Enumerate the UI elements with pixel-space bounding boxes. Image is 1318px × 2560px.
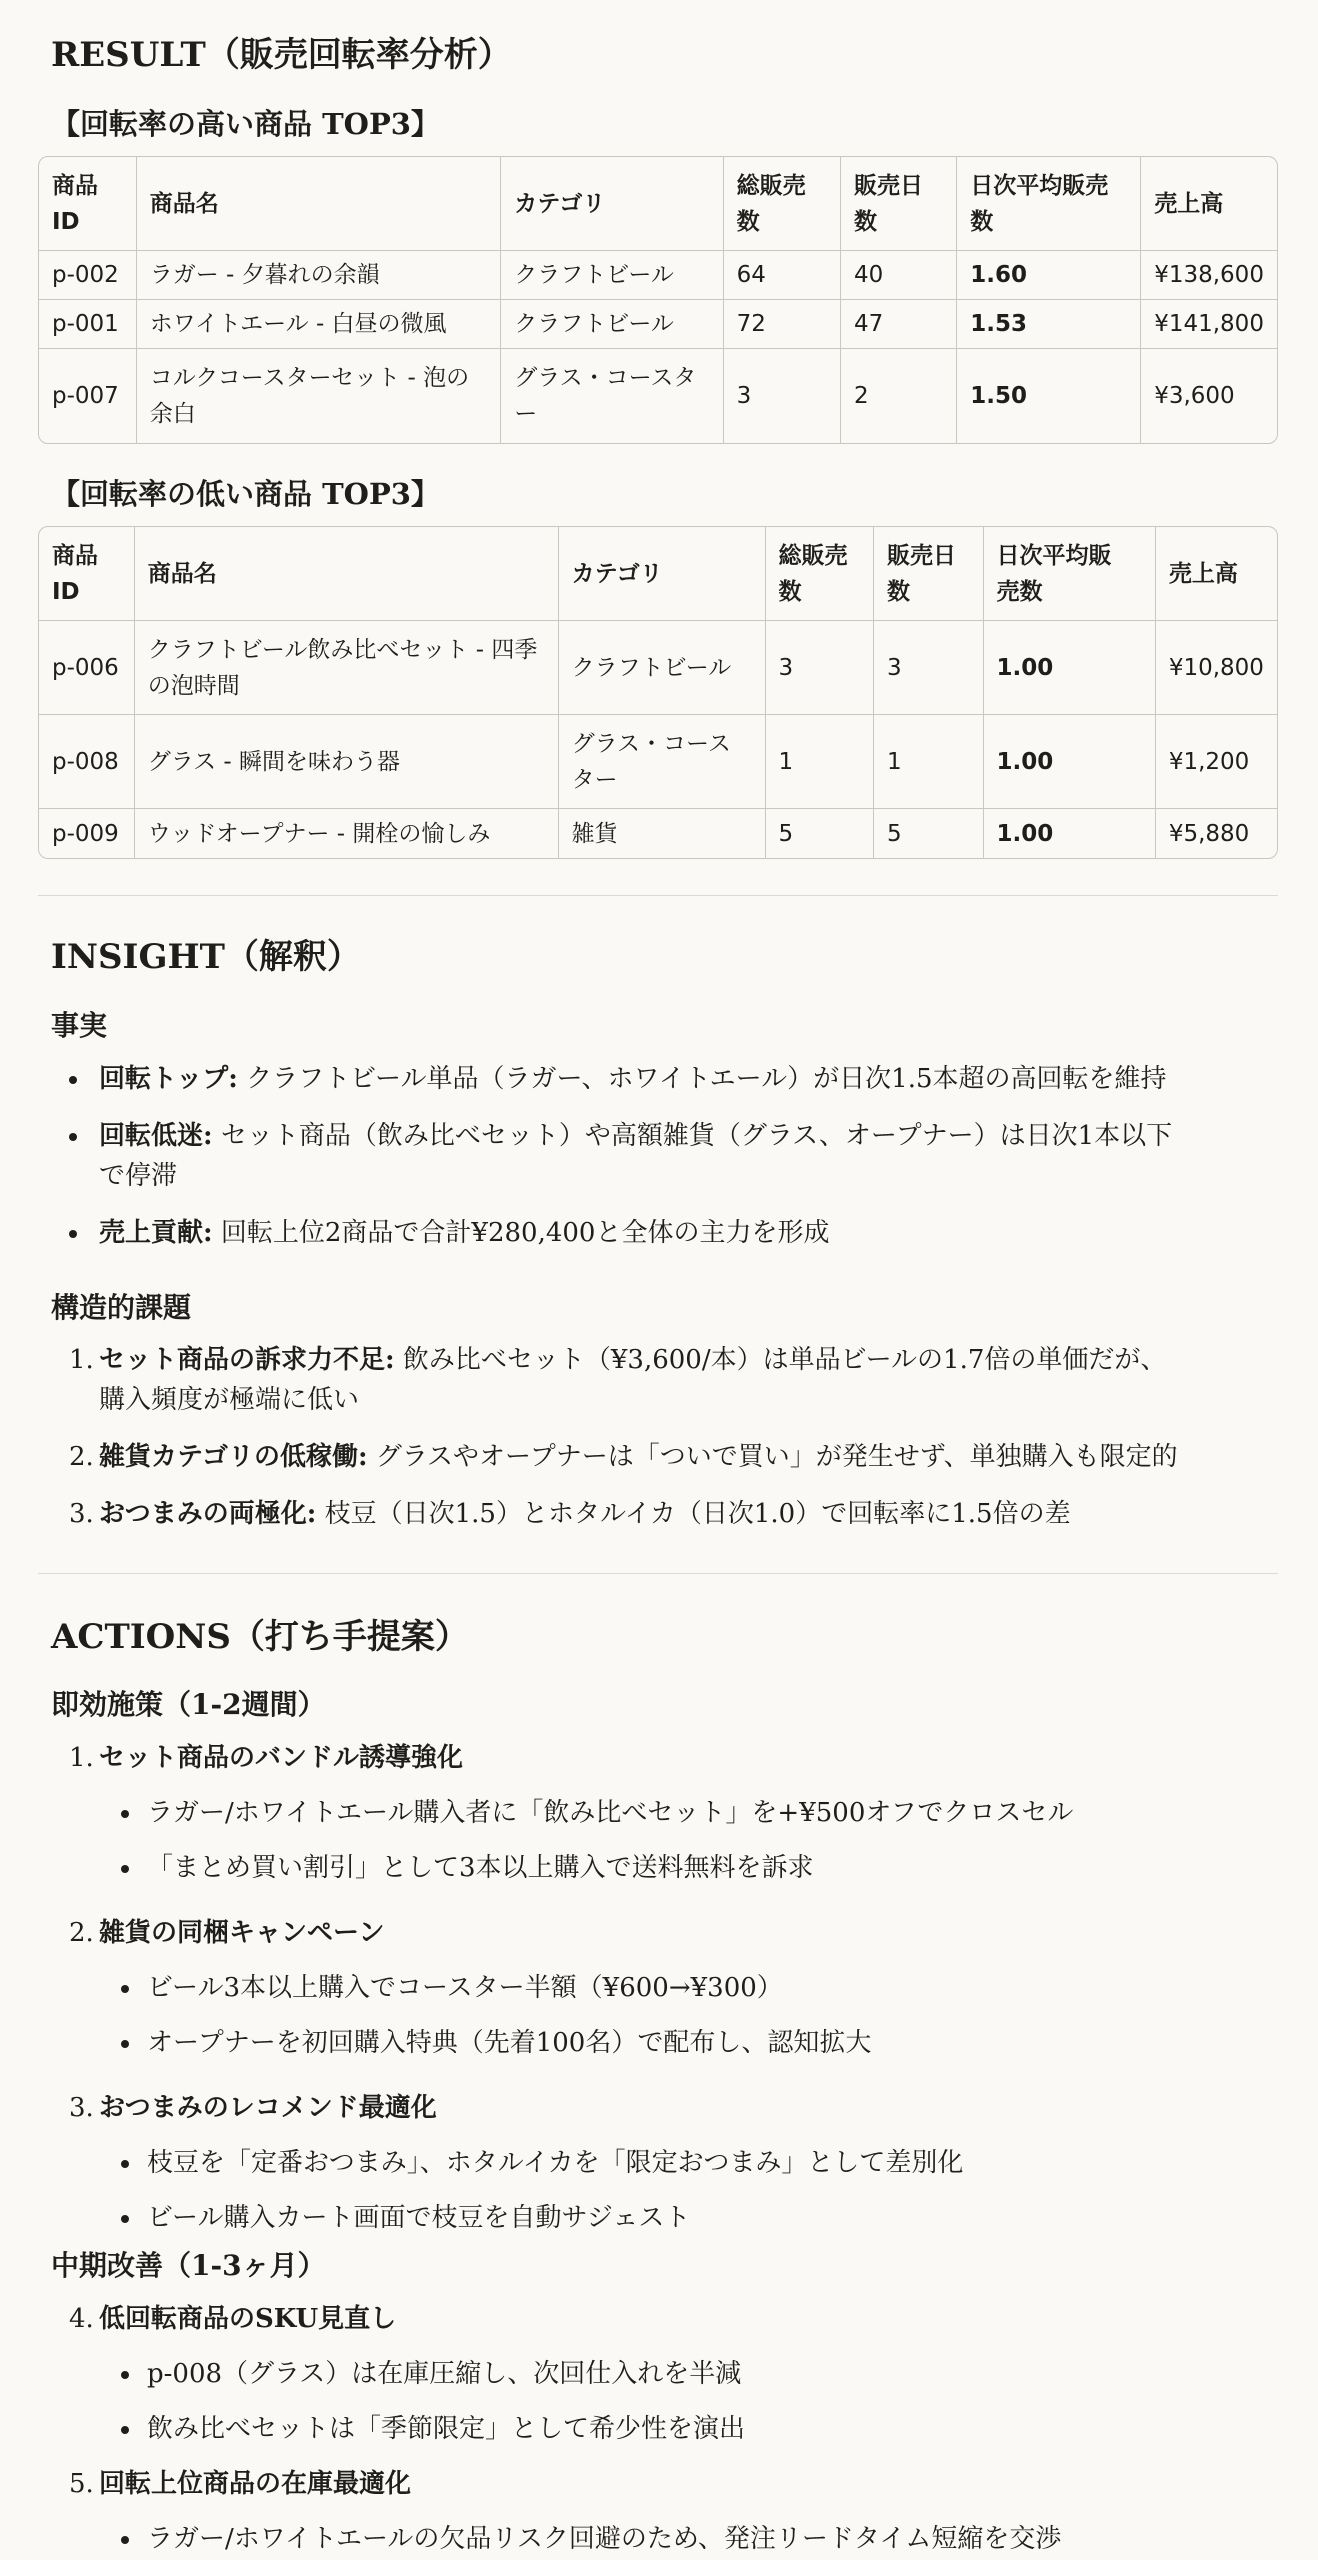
cell-category: クラフトビール	[501, 251, 723, 300]
cell-sales: ¥5,880	[1168, 820, 1250, 847]
list-item: オープナーを初回購入特典（先着100名）で配布し、認知拡大	[51, 2023, 1251, 2063]
list-item: ラガー/ホワイトエールの欠品リスク回避のため、発注リードタイム短縮を交渉	[51, 2519, 1251, 2559]
list-item: ラガー/ホワイトエール購入者に「飲み比べセット」を+¥500オフでクロスセル	[51, 1793, 1251, 1833]
high-turnover-heading: 【回転率の高い商品 TOP3】	[51, 107, 440, 141]
list-item: 1. セット商品の訴求力不足: 飲み比べセット（¥3,600/本）は単品ビールの1.7倍の単価だが、 購入頻度が極端に低い	[69, 1345, 1167, 1415]
facts-heading: 事実	[51, 1009, 108, 1042]
low-turnover-heading: 【回転率の低い商品 TOP3】	[51, 477, 440, 511]
col-header-days: 販売日 数	[874, 527, 984, 621]
cell-id: p-008	[39, 715, 135, 809]
list-item: 5. 回転上位商品の在庫最適化	[69, 2469, 412, 2499]
cell-category: クラフトビール	[501, 300, 723, 349]
facts-list	[51, 1059, 1251, 1253]
cell-name: コルクコースターセット - 泡の余白	[137, 349, 502, 443]
list-item: 枝豆を「定番おつまみ」、ホタルイカを「限定おつまみ」として差別化	[51, 2143, 1251, 2183]
actions-title: ACTIONS（打ち手提案）	[51, 1617, 469, 1657]
list-item: 3. おつまみの両極化: 枝豆（日次1.5）とホタルイカ（日次1.0）で回転率に1.5倍の差	[69, 1499, 1071, 1529]
short-term-list	[51, 1738, 1251, 2238]
cell-category: グラス・コースター	[559, 715, 766, 809]
short-term-heading: 即効施策（1-2週間）	[51, 1688, 326, 1721]
cell-total: 64	[724, 251, 841, 300]
cell-days: 47	[841, 300, 957, 349]
cell-total: 3	[724, 349, 841, 443]
cell-id: p-001	[39, 300, 137, 349]
col-header-daily-avg: 日次平均販 売数	[984, 527, 1156, 621]
list-item: 1. セット商品のバンドル誘導強化	[69, 1743, 464, 1773]
divider	[38, 1573, 1278, 1574]
cell-daily-avg: 1.53	[957, 300, 1141, 349]
mid-term-list	[51, 2299, 1251, 2559]
cell-category: 雑貨	[559, 809, 766, 858]
col-header-daily-avg: 日次平均販売 数	[957, 157, 1141, 251]
table-header-row	[39, 527, 1277, 621]
list-item: ビール購入カート画面で枝豆を自動サジェスト	[51, 2198, 1251, 2238]
list-item: 回転トップ: クラフトビール単品（ラガー、ホワイトエール）が日次1.5本超の高回転を維持	[51, 1059, 1251, 1099]
col-header-id: 商品 ID	[39, 157, 137, 251]
table-row	[39, 621, 1277, 715]
list-item: 2. 雑貨カテゴリの低稼働: グラスやオープナーは「ついで買い」が発生せず、単独購入も限定的	[69, 1442, 1178, 1472]
issues-list	[51, 1340, 1251, 1534]
col-header-total: 総販売 数	[766, 527, 875, 621]
cell-name: ラガー - 夕暮れの余韻	[137, 251, 502, 300]
cell-daily-avg: 1.00	[984, 621, 1156, 715]
cell-daily-avg: 1.00	[984, 809, 1156, 858]
issues-heading: 構造的課題	[51, 1291, 192, 1324]
cell-sales: ¥138,600	[1141, 251, 1277, 300]
cell-name: ホワイトエール - 白昼の微風	[137, 300, 502, 349]
high-turnover-table	[38, 156, 1278, 444]
cell-days: 5	[874, 809, 984, 858]
cell-id: p-006	[39, 621, 135, 715]
table-row	[39, 300, 1277, 349]
col-header-sales: 売上高	[1141, 157, 1277, 251]
cell-id: p-002	[39, 251, 137, 300]
cell-id: p-009	[39, 809, 135, 858]
cell-total: 72	[724, 300, 841, 349]
cell-daily-avg: 1.50	[957, 349, 1141, 443]
divider	[38, 895, 1278, 896]
list-item: 3. おつまみのレコメンド最適化	[69, 2093, 437, 2123]
cell-category: クラフトビール	[559, 621, 766, 715]
table-row	[39, 251, 1277, 300]
list-item: 飲み比べセットは「季節限定」として希少性を演出	[51, 2409, 1251, 2449]
col-header-days: 販売日 数	[841, 157, 957, 251]
list-item: 売上貢献: 回転上位2商品で合計¥280,400と全体の主力を形成	[51, 1213, 1251, 1253]
cell-name: クラフトビール飲み比べセット - 四季の泡時間	[135, 621, 559, 715]
mid-term-heading: 中期改善（1-3ヶ月）	[51, 2249, 326, 2282]
cell-sales: ¥141,800	[1141, 300, 1277, 349]
col-header-id: 商品 ID	[39, 527, 135, 621]
cell-name: ウッドオープナー - 開栓の愉しみ	[135, 809, 559, 858]
table-row	[39, 349, 1277, 443]
result-title: RESULT（販売回転率分析）	[51, 35, 512, 75]
cell-id: p-007	[39, 349, 137, 443]
insight-title: INSIGHT（解釈）	[51, 937, 361, 977]
col-header-name: 商品名	[137, 157, 502, 251]
cell-sales: ¥1,200	[1156, 715, 1277, 809]
col-header-name: 商品名	[135, 527, 559, 621]
low-turnover-table	[38, 526, 1278, 859]
cell-total: 1	[766, 715, 875, 809]
cell-days: 3	[874, 621, 984, 715]
cell-daily-avg: 1.60	[957, 251, 1141, 300]
list-item: 「まとめ買い割引」として3本以上購入で送料無料を訴求	[51, 1848, 1251, 1888]
col-header-category: カテゴリ	[501, 157, 723, 251]
cell-sales: ¥3,600	[1154, 383, 1235, 409]
col-header-category: カテゴリ	[559, 527, 766, 621]
cell-name: グラス - 瞬間を味わう器	[135, 715, 559, 809]
table-row	[39, 809, 1277, 858]
cell-days: 40	[841, 251, 957, 300]
col-header-total: 総販売 数	[724, 157, 841, 251]
cell-days: 1	[874, 715, 984, 809]
table-header-row	[39, 157, 1277, 251]
cell-days: 2	[841, 349, 957, 443]
list-item: 2. 雑貨の同梱キャンペーン	[69, 1918, 385, 1948]
col-header-sales: 売上高	[1156, 527, 1277, 621]
list-item: 4. 低回転商品のSKU見直し	[69, 2304, 397, 2334]
cell-total: 5	[766, 809, 875, 858]
list-item: p-008（グラス）は在庫圧縮し、次回仕入れを半減	[51, 2354, 1251, 2394]
list-item: ビール3本以上購入でコースター半額（¥600→¥300）	[51, 1968, 1251, 2008]
cell-category: グラス・コースター	[501, 349, 723, 443]
cell-daily-avg: 1.00	[984, 715, 1156, 809]
cell-total: 3	[766, 621, 875, 715]
list-item: 回転低迷: セット商品（飲み比べセット）や高額雑貨（グラス、オープナー）は日次1本以下 で停滞	[51, 1116, 1251, 1196]
table-row	[39, 715, 1277, 809]
cell-sales: ¥10,800	[1156, 621, 1277, 715]
